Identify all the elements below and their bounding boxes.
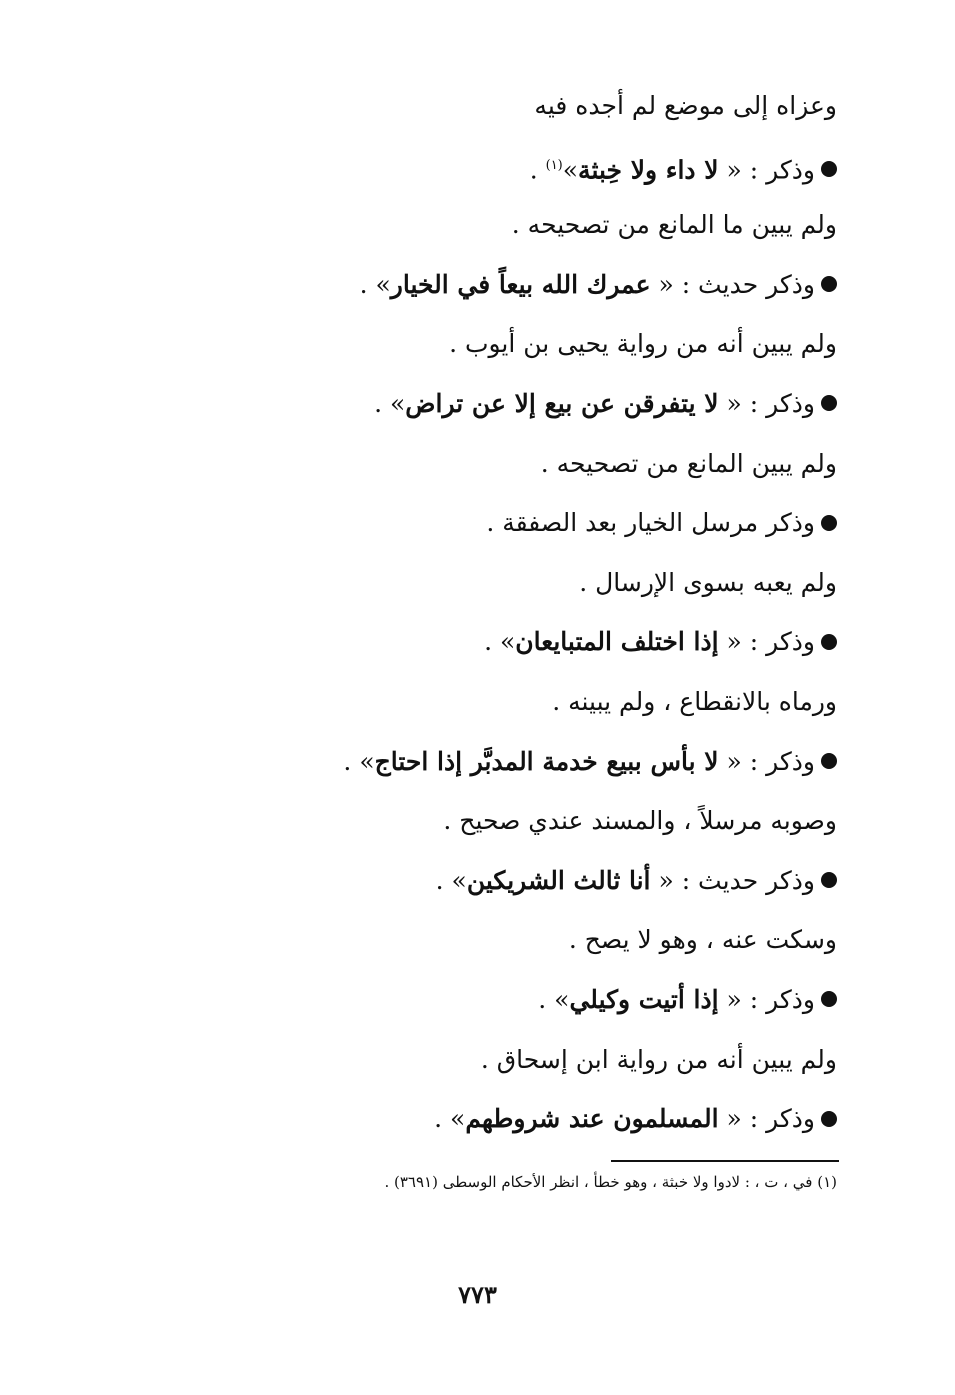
- closing-quote-mark: »: [375, 269, 391, 299]
- line-text: ولم يبين أنه من رواية يحيى بن أيوب .: [449, 329, 837, 359]
- text-line: [277, 440, 837, 500]
- hadith-entry: [277, 499, 837, 559]
- footnote: [277, 1170, 837, 1194]
- entry-suffix: .: [434, 1104, 451, 1134]
- closing-quote-mark: »: [390, 388, 406, 418]
- text-line: [277, 797, 837, 857]
- closing-quote-mark: »: [554, 984, 570, 1014]
- line-text: ولم يبين ما المانع من تصحيحه .: [511, 210, 837, 240]
- line-text: وصوبه مرسلاً ، والمسند عندي صحيح .: [443, 806, 837, 836]
- hadith-entry: [277, 380, 837, 440]
- hadith-quote: المسلمون عند شروطهم: [465, 1104, 719, 1134]
- bullet-icon: [821, 872, 837, 888]
- entry-prefix: وذكر : «: [718, 627, 815, 657]
- line-text: ولم يبين أنه من رواية ابن إسحاق .: [480, 1044, 837, 1074]
- hadith-quote: إذا أتيت وكيلي: [569, 984, 719, 1014]
- entry-prefix: وذكر : «: [718, 388, 815, 418]
- hadith-quote: لا بأس ببيع خدمة المدبَّر إذا احتاج: [374, 746, 719, 776]
- hadith-entry: [277, 261, 837, 321]
- text-line: [277, 916, 837, 976]
- entry-suffix: .: [484, 627, 500, 657]
- text-line: [277, 559, 837, 619]
- hadith-entry: [277, 738, 837, 798]
- text-line: [277, 1036, 837, 1096]
- bullet-icon: [821, 753, 837, 769]
- closing-quote-mark: »: [451, 865, 467, 895]
- hadith-entry: [277, 618, 837, 678]
- bullet-icon: [821, 276, 837, 292]
- entry-prefix: وذكر : «: [718, 984, 815, 1014]
- closing-quote-mark: »: [499, 627, 516, 657]
- entry-prefix: وذكر حديث : «: [650, 269, 815, 299]
- footnote-reference: (١): [545, 157, 563, 173]
- footnote-separator: [611, 1160, 839, 1162]
- line-text: ولم يبين المانع من تصحيحه .: [540, 448, 837, 478]
- line-text: وذكر مرسل الخيار بعد الصفقة .: [486, 508, 815, 538]
- entry-suffix: .: [343, 746, 360, 776]
- closing-quote-mark: »: [562, 154, 579, 184]
- bullet-icon: [821, 395, 837, 411]
- entry-suffix: .: [529, 154, 546, 184]
- hadith-entry: [277, 857, 837, 917]
- line-text: ورماه بالانقطاع ، ولم يبينه .: [552, 686, 837, 716]
- hadith-entry: [277, 976, 837, 1036]
- bullet-icon: [821, 161, 837, 177]
- bullet-icon: [821, 991, 837, 1007]
- line-text: ولم يعبه بسوى الإرسال .: [579, 567, 837, 597]
- footnote-marker: (١): [817, 1173, 837, 1191]
- text-line: [277, 201, 837, 261]
- main-text: [277, 82, 837, 1155]
- page-number: ٧٧٣: [458, 1280, 497, 1309]
- hadith-quote: عمرك الله بيعاً في الخيار: [390, 269, 651, 299]
- hadith-quote: لا يتفرقن عن بيع إلا عن تراض: [405, 388, 719, 418]
- bullet-icon: [821, 1111, 837, 1127]
- entry-prefix: وذكر : «: [718, 154, 815, 184]
- bullet-icon: [821, 515, 837, 531]
- entry-suffix: .: [435, 865, 452, 895]
- hadith-entry: [277, 1095, 837, 1155]
- hadith-entry: [277, 142, 837, 202]
- entry-prefix: وذكر حديث : «: [650, 865, 815, 895]
- text-line: [277, 678, 837, 738]
- text-line: [277, 82, 837, 142]
- footnote-text: في ، ت ، : لادوا ولا خبثة ، وهو خطأ ، انظر الأحكام الوسطى (٣٦٩١) .: [384, 1173, 818, 1191]
- closing-quote-mark: »: [359, 746, 375, 776]
- hadith-quote: إذا اختلف المتبايعان: [515, 627, 719, 657]
- entry-suffix: .: [538, 984, 555, 1014]
- entry-prefix: وذكر : «: [718, 746, 815, 776]
- entry-prefix: وذكر : «: [718, 1104, 815, 1134]
- line-text: وعزاه إلى موضع لم أجده فيه: [534, 91, 837, 120]
- entry-suffix: .: [359, 269, 376, 299]
- closing-quote-mark: »: [450, 1104, 466, 1134]
- hadith-quote: لا داء ولا خِبثة: [578, 154, 719, 184]
- text-line: [277, 320, 837, 380]
- hadith-quote: أنا ثالث الشريكين: [466, 865, 651, 895]
- bullet-icon: [821, 634, 837, 650]
- entry-suffix: .: [374, 388, 390, 418]
- line-text: وسكت عنه ، وهو لا يصح .: [568, 925, 837, 955]
